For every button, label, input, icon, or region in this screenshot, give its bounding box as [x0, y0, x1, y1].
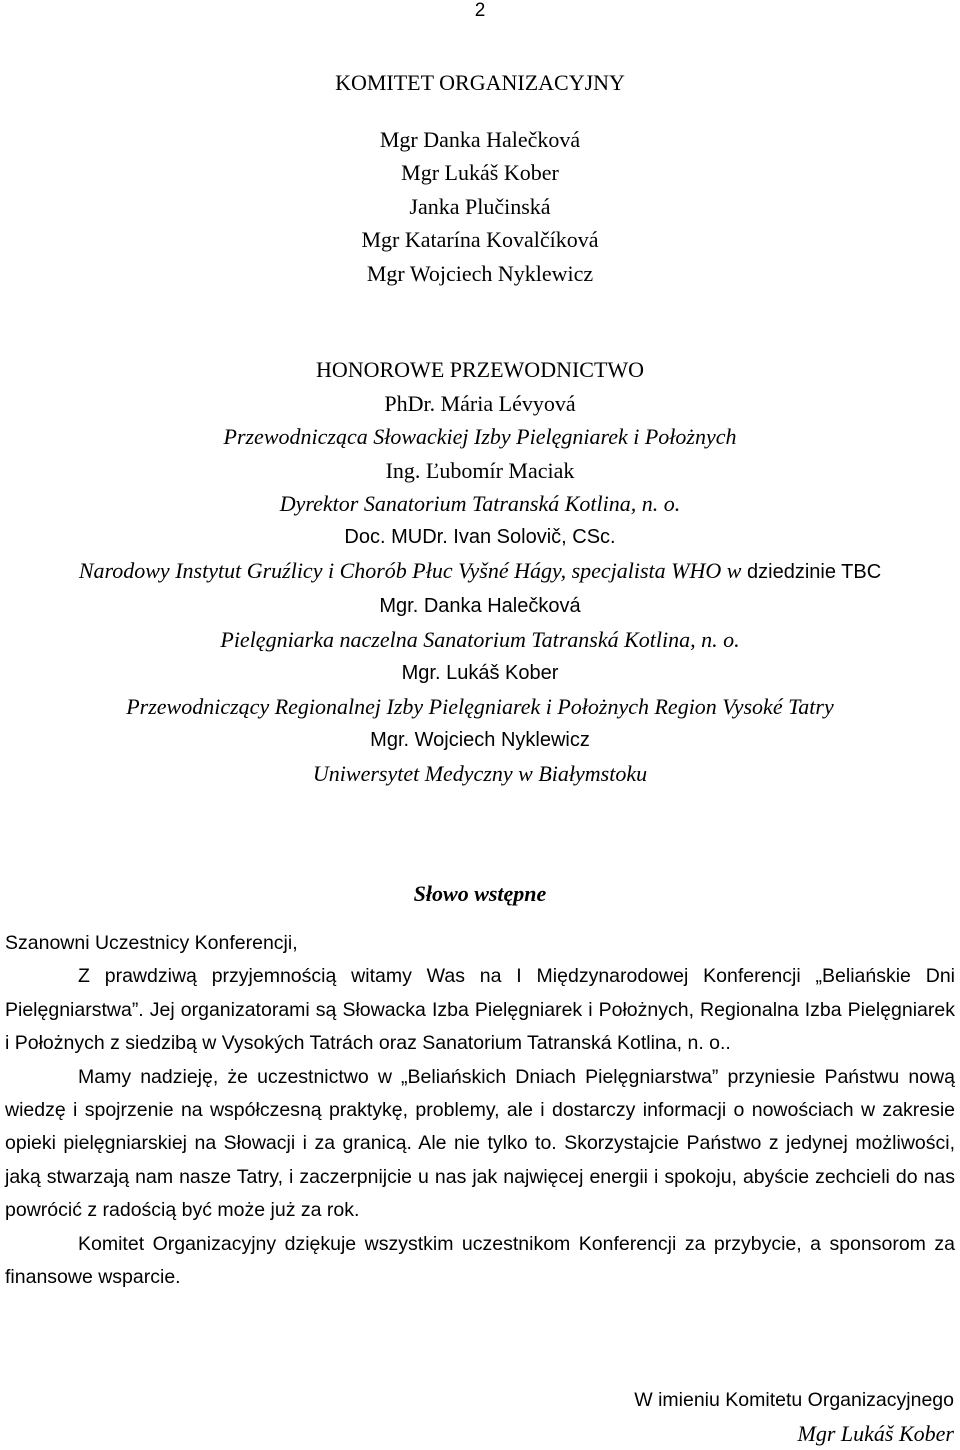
- signature-on-behalf: W imieniu Komitetu Organizacyjnego: [634, 1389, 954, 1411]
- honorary-role: Narodowy Instytut Gruźlicy i Chorób Płuc Vyšné Hágy, specjalista WHO w: [78, 558, 742, 583]
- honorary-name: PhDr. Mária Lévyová: [384, 390, 576, 416]
- foreword-paragraph: Z prawdziwą przyjemnością witamy Was na I Międzynarodowej Konferencji „Beliańskie Dni Pielęgniarstwa”. Jej organizatorami są Słowacka Izba Pielęgniarek i Położnych, Regionalna Izba Pielęgniarek i Położnych z siedzibą w Vysokých Tatrách oraz Sanatorium Tatranská Kotlina, n. o..: [5, 965, 955, 1055]
- honorary-name: Doc. MUDr. Ivan Solovič, CSc.: [344, 525, 616, 548]
- foreword-greeting: Szanowni Uczestnicy Konferencji,: [5, 932, 298, 954]
- honorary-role: Dyrektor Sanatorium Tatranská Kotlina, n. o.: [279, 491, 681, 516]
- honorary-role: Przewodniczący Regionalnej Izby Pielęgniarek i Położnych Region Vysoké Tatry: [126, 694, 834, 719]
- signature-name: Mgr Lukáš Kober: [797, 1421, 954, 1446]
- committee-member: Janka Plučinská: [409, 193, 551, 219]
- honorary-chairmanship: [0, 353, 960, 791]
- page-number: 2: [474, 0, 486, 21]
- honorary-name: Mgr. Lukáš Kober: [401, 661, 559, 684]
- committee-member: Mgr Wojciech Nyklewicz: [366, 260, 594, 286]
- honorary-role-line: [0, 554, 960, 590]
- honorary-name: Ing. Ľubomír Maciak: [385, 457, 575, 483]
- honorary-role: Przewodnicząca Słowackiej Izby Pielęgniarek i Położnych: [223, 424, 737, 449]
- foreword-body: [5, 927, 955, 1294]
- honorary-name: Mgr. Wojciech Nyklewicz: [370, 728, 590, 751]
- foreword-paragraph: Mamy nadzieję, że uczestnictwo w „Beliańskich Dniach Pielęgniarstwa” przyniesie Państwu nową wiedzę i spojrzenie na współczesną praktykę, problemy, ale i dostarczy informacji o nowościach w zakresie opieki pielęgniarskiej na Słowacji i za granicą. Ale nie tylko to. Skorzystajcie Państwo z jedynej możliwości, jaką stwarzają nam nasze Tatry, i zaczerpnijcie u nas jak najwięcej energii i spokoju, abyście zechcieli do nas powrócić z radością być może już za rok.: [5, 1065, 955, 1222]
- organizing-committee: [0, 66, 960, 290]
- committee-member: Mgr Lukáš Kober: [401, 160, 559, 185]
- committee-heading: KOMITET ORGANIZACYJNY: [335, 70, 625, 95]
- honorary-role: Pielęgniarka naczelna Sanatorium Tatranská Kotlina, n. o.: [220, 627, 740, 652]
- committee-member: Mgr Danka Halečková: [379, 126, 581, 152]
- honorary-role-tail: dziedzinie TBC: [741, 561, 882, 583]
- committee-member: Mgr Katarína Kovalčíková: [361, 227, 599, 252]
- honorary-heading: HONOROWE PRZEWODNICTWO: [315, 357, 645, 382]
- foreword-title: Słowo wstępne: [413, 881, 547, 906]
- honorary-name: Mgr. Danka Halečková: [379, 594, 581, 617]
- signature-block: [634, 1384, 954, 1450]
- foreword-paragraph: Komitet Organizacyjny dziękuje wszystkim uczestnikom Konferencji za przybycie, a sponsorom za finansowe wsparcie.: [5, 1232, 955, 1289]
- honorary-role: Uniwersytet Medyczny w Białymstoku: [312, 761, 648, 786]
